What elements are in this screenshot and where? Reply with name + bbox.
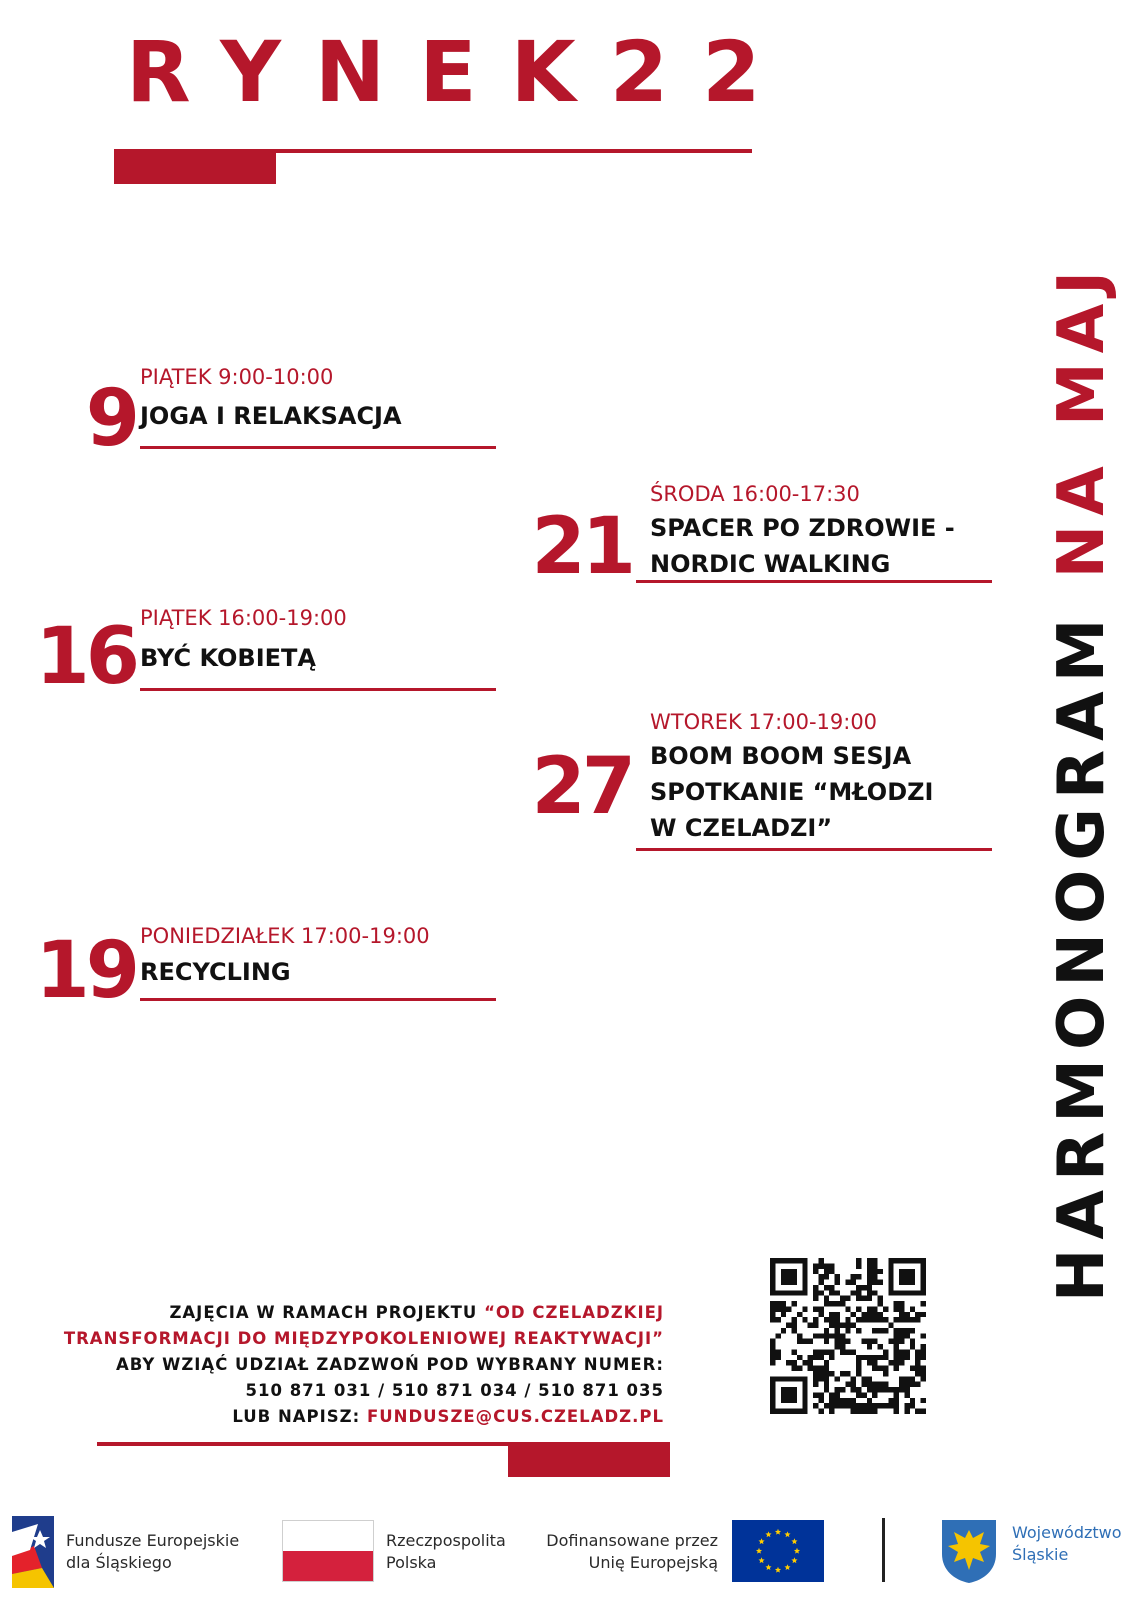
title-underline-thin bbox=[276, 149, 752, 153]
info-line2: TRANSFORMACJI DO MIĘDZYPOKOLENIOWEJ REAKTYWACJI” bbox=[63, 1329, 664, 1348]
fundusze-europejskie-label: Fundusze Europejskie dla Śląskiego bbox=[66, 1531, 240, 1572]
phone-numbers: 510 871 031 / 510 871 034 / 510 871 035 bbox=[245, 1381, 664, 1400]
event-day: 19 bbox=[35, 926, 136, 1016]
email-link[interactable]: FUNDUSZE@CUS.CZELADZ.PL bbox=[366, 1407, 664, 1426]
event-when: PIĄTEK 16:00-19:00 bbox=[140, 606, 347, 630]
event-name-line: NORDIC WALKING bbox=[650, 550, 891, 578]
event-name-line: SPOTKANIE “MŁODZI bbox=[650, 778, 934, 806]
event-rule bbox=[140, 446, 496, 449]
logo-divider bbox=[882, 1518, 885, 1582]
event-name bbox=[140, 398, 402, 434]
event-name-line: W CZELADZI” bbox=[650, 814, 833, 842]
event-when: WTOREK 17:00-19:00 bbox=[650, 710, 878, 734]
info-line3: ABY WZIĄĆ UDZIAŁ ZADZWOŃ POD WYBRANY NUMER: bbox=[115, 1355, 664, 1374]
info-line1-accent: “OD CZELADZKIEJ bbox=[484, 1303, 664, 1322]
event-name bbox=[650, 738, 933, 846]
fundusze-europejskie-logo-icon bbox=[12, 1516, 54, 1588]
event-when: PIĄTEK 9:00-10:00 bbox=[140, 365, 334, 389]
wojewodztwo-slaskie-eagle-icon bbox=[940, 1518, 998, 1584]
event-day: 9 bbox=[85, 374, 136, 464]
event-rule bbox=[636, 580, 992, 583]
page-title: RYNEK22 bbox=[126, 23, 795, 121]
event-day: 27 bbox=[531, 742, 632, 832]
footer-rule-thick bbox=[508, 1442, 670, 1477]
event-name bbox=[140, 640, 316, 676]
event-name-line: BYĆ KOBIETĄ bbox=[140, 644, 316, 672]
vertical-heading-dark: HARMONOGRAM bbox=[1045, 578, 1119, 1303]
vertical-heading bbox=[1045, 261, 1119, 1303]
event-day: 21 bbox=[531, 502, 632, 592]
title-underline-thick bbox=[114, 149, 276, 184]
info-line1: ZAJĘCIA W RAMACH PROJEKTU bbox=[169, 1303, 485, 1322]
polish-flag-icon bbox=[282, 1520, 374, 1582]
event-name bbox=[650, 510, 955, 582]
event-day: 16 bbox=[35, 612, 136, 702]
event-rule bbox=[140, 998, 496, 1001]
event-name bbox=[140, 954, 291, 990]
event-when: ŚRODA 16:00-17:30 bbox=[650, 482, 860, 506]
vertical-heading-accent: NA MAJ bbox=[1045, 261, 1119, 579]
event-when: PONIEDZIAŁEK 17:00-19:00 bbox=[140, 924, 430, 948]
project-info bbox=[64, 1300, 664, 1430]
event-rule bbox=[636, 848, 992, 851]
wojewodztwo-slaskie-label: Województwo Śląskie bbox=[1012, 1523, 1122, 1564]
qr-code-icon[interactable] bbox=[770, 1258, 926, 1414]
eu-funding-label: Dofinansowane przez Unię Europejską bbox=[546, 1531, 718, 1572]
event-name-line: BOOM BOOM SESJA bbox=[650, 742, 912, 770]
event-name-line: SPACER PO ZDROWIE - bbox=[650, 514, 955, 542]
event-rule bbox=[140, 688, 496, 691]
event-name-line: RECYCLING bbox=[140, 958, 291, 986]
eu-flag-icon bbox=[732, 1520, 824, 1582]
info-line5: LUB NAPISZ: bbox=[232, 1407, 367, 1426]
event-name-line: JOGA I RELAKSACJA bbox=[140, 402, 402, 430]
rzeczpospolita-label: Rzeczpospolita Polska bbox=[386, 1531, 506, 1572]
